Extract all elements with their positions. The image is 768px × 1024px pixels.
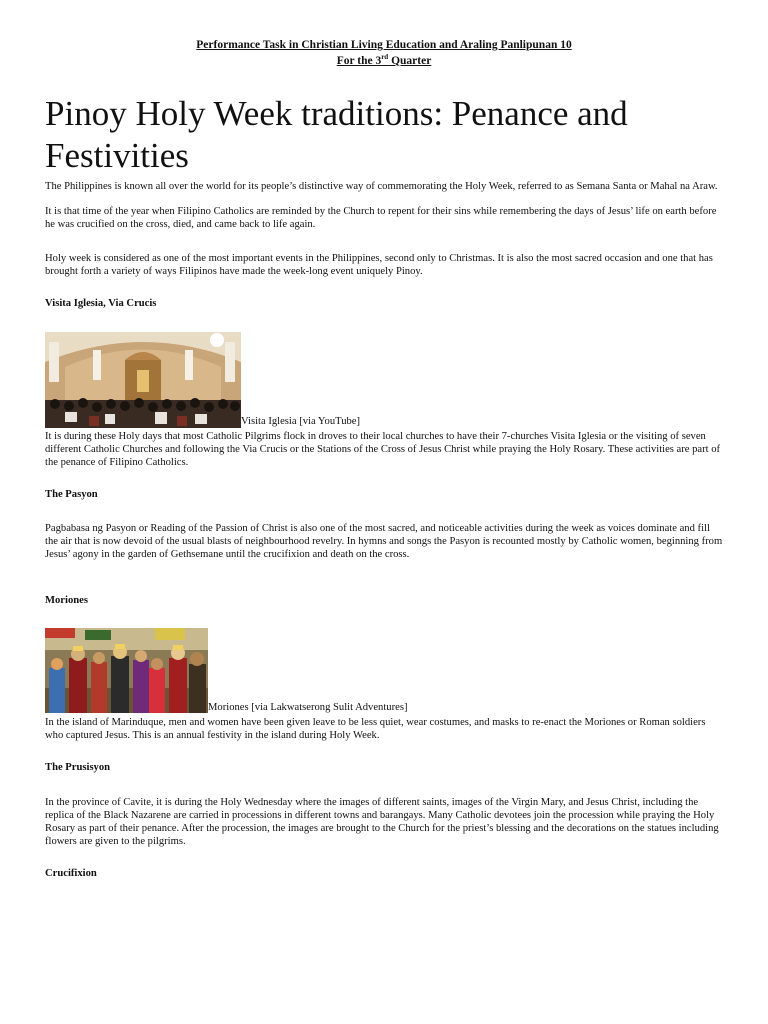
prusisyon-body: In the province of Cavite, it is during the Holy Wednesday where the images of different saints, images of the Virgin Mary, and Jesus Christ, including the replica of the Black Nazarene are carried in processions in different towns and barangays. Many Catholic devotees join the procession while praying the Holy Rosary as part of their penance. After the procession, the images are brought to the Church for the priest’s blessing and the decorations on the statues including flowers are given to the pilgrims. [45, 797, 719, 847]
section-heading-crucifixion: Crucifixion [45, 868, 97, 879]
visita-iglesia-caption: Visita Iglesia [via YouTube] [241, 416, 361, 427]
visita-body: It is during these Holy days that most Catholic Pilgrims flock in droves to their local churches to have their 7-churches Visita Iglesia or the visiting of seven different Catholic Churches and following the Via Crucis or the Stations of the Cross of Jesus Christ while praying the Holy Rosary. These activities are part of the penance of Filipino Catholics. [45, 431, 721, 468]
pasyon-body: Pagbabasa ng Pasyon or Reading of the Passion of Christ is also one of the most sacred, and noticeable activities during the week as voices dominate and fill the air that is now devoid of the usual blasts of neighbourhood revelry. In hymns and songs the Pasyon is recounted mostly by Catholic women, beginning from Jesus’ agony in the garden of Gethsemane until the crucifixion and death on the cross. [45, 523, 723, 560]
intro-paragraph-3: Holy week is considered as one of the most important events in the Philippines, second only to Christmas. It is also the most sacred occasion and one that has brought forth a variety of ways Filipinos have made the week-long event uniquely Pinoy. [45, 253, 713, 277]
moriones-caption: Moriones [via Lakwatserong Sulit Adventures] [208, 702, 408, 713]
moriones-body: In the island of Marinduque, men and women have been given leave to be less quiet, wear costumes, and masks to re-enact the Moriones or Roman soldiers who captured Jesus. This is an annual festivity in the island during Holy Week. [45, 717, 706, 741]
header-line-2-pre: For the 3 [336, 54, 382, 67]
visita-iglesia-image [45, 332, 241, 428]
header-line-2-sup: rd [381, 53, 389, 61]
moriones-image [45, 628, 208, 713]
section-heading-visita: Visita Iglesia, Via Crucis [45, 298, 157, 309]
intro-paragraph-1: The Philippines is known all over the world for its people’s distinctive way of commemorating the Holy Week, referred to as Semana Santa or Mahal na Araw. [45, 181, 718, 192]
section-heading-prusisyon: The Prusisyon [45, 762, 111, 773]
header-line-2 [0, 53, 768, 67]
page-title: Pinoy Holy Week traditions: Penance and Festivities [45, 94, 628, 175]
intro-paragraph-2: It is that time of the year when Filipino Catholics are reminded by the Church to repent for their sins while remembering the days of Jesus’ life on earth before he was crucified on the cross, died, and came back to life again. [45, 206, 717, 230]
header-line-1: Performance Task in Christian Living Education and Araling Panlipunan 10 [196, 39, 572, 51]
header-line-2-post: Quarter [388, 54, 432, 67]
section-heading-pasyon: The Pasyon [45, 489, 98, 500]
section-heading-moriones: Moriones [45, 595, 88, 606]
